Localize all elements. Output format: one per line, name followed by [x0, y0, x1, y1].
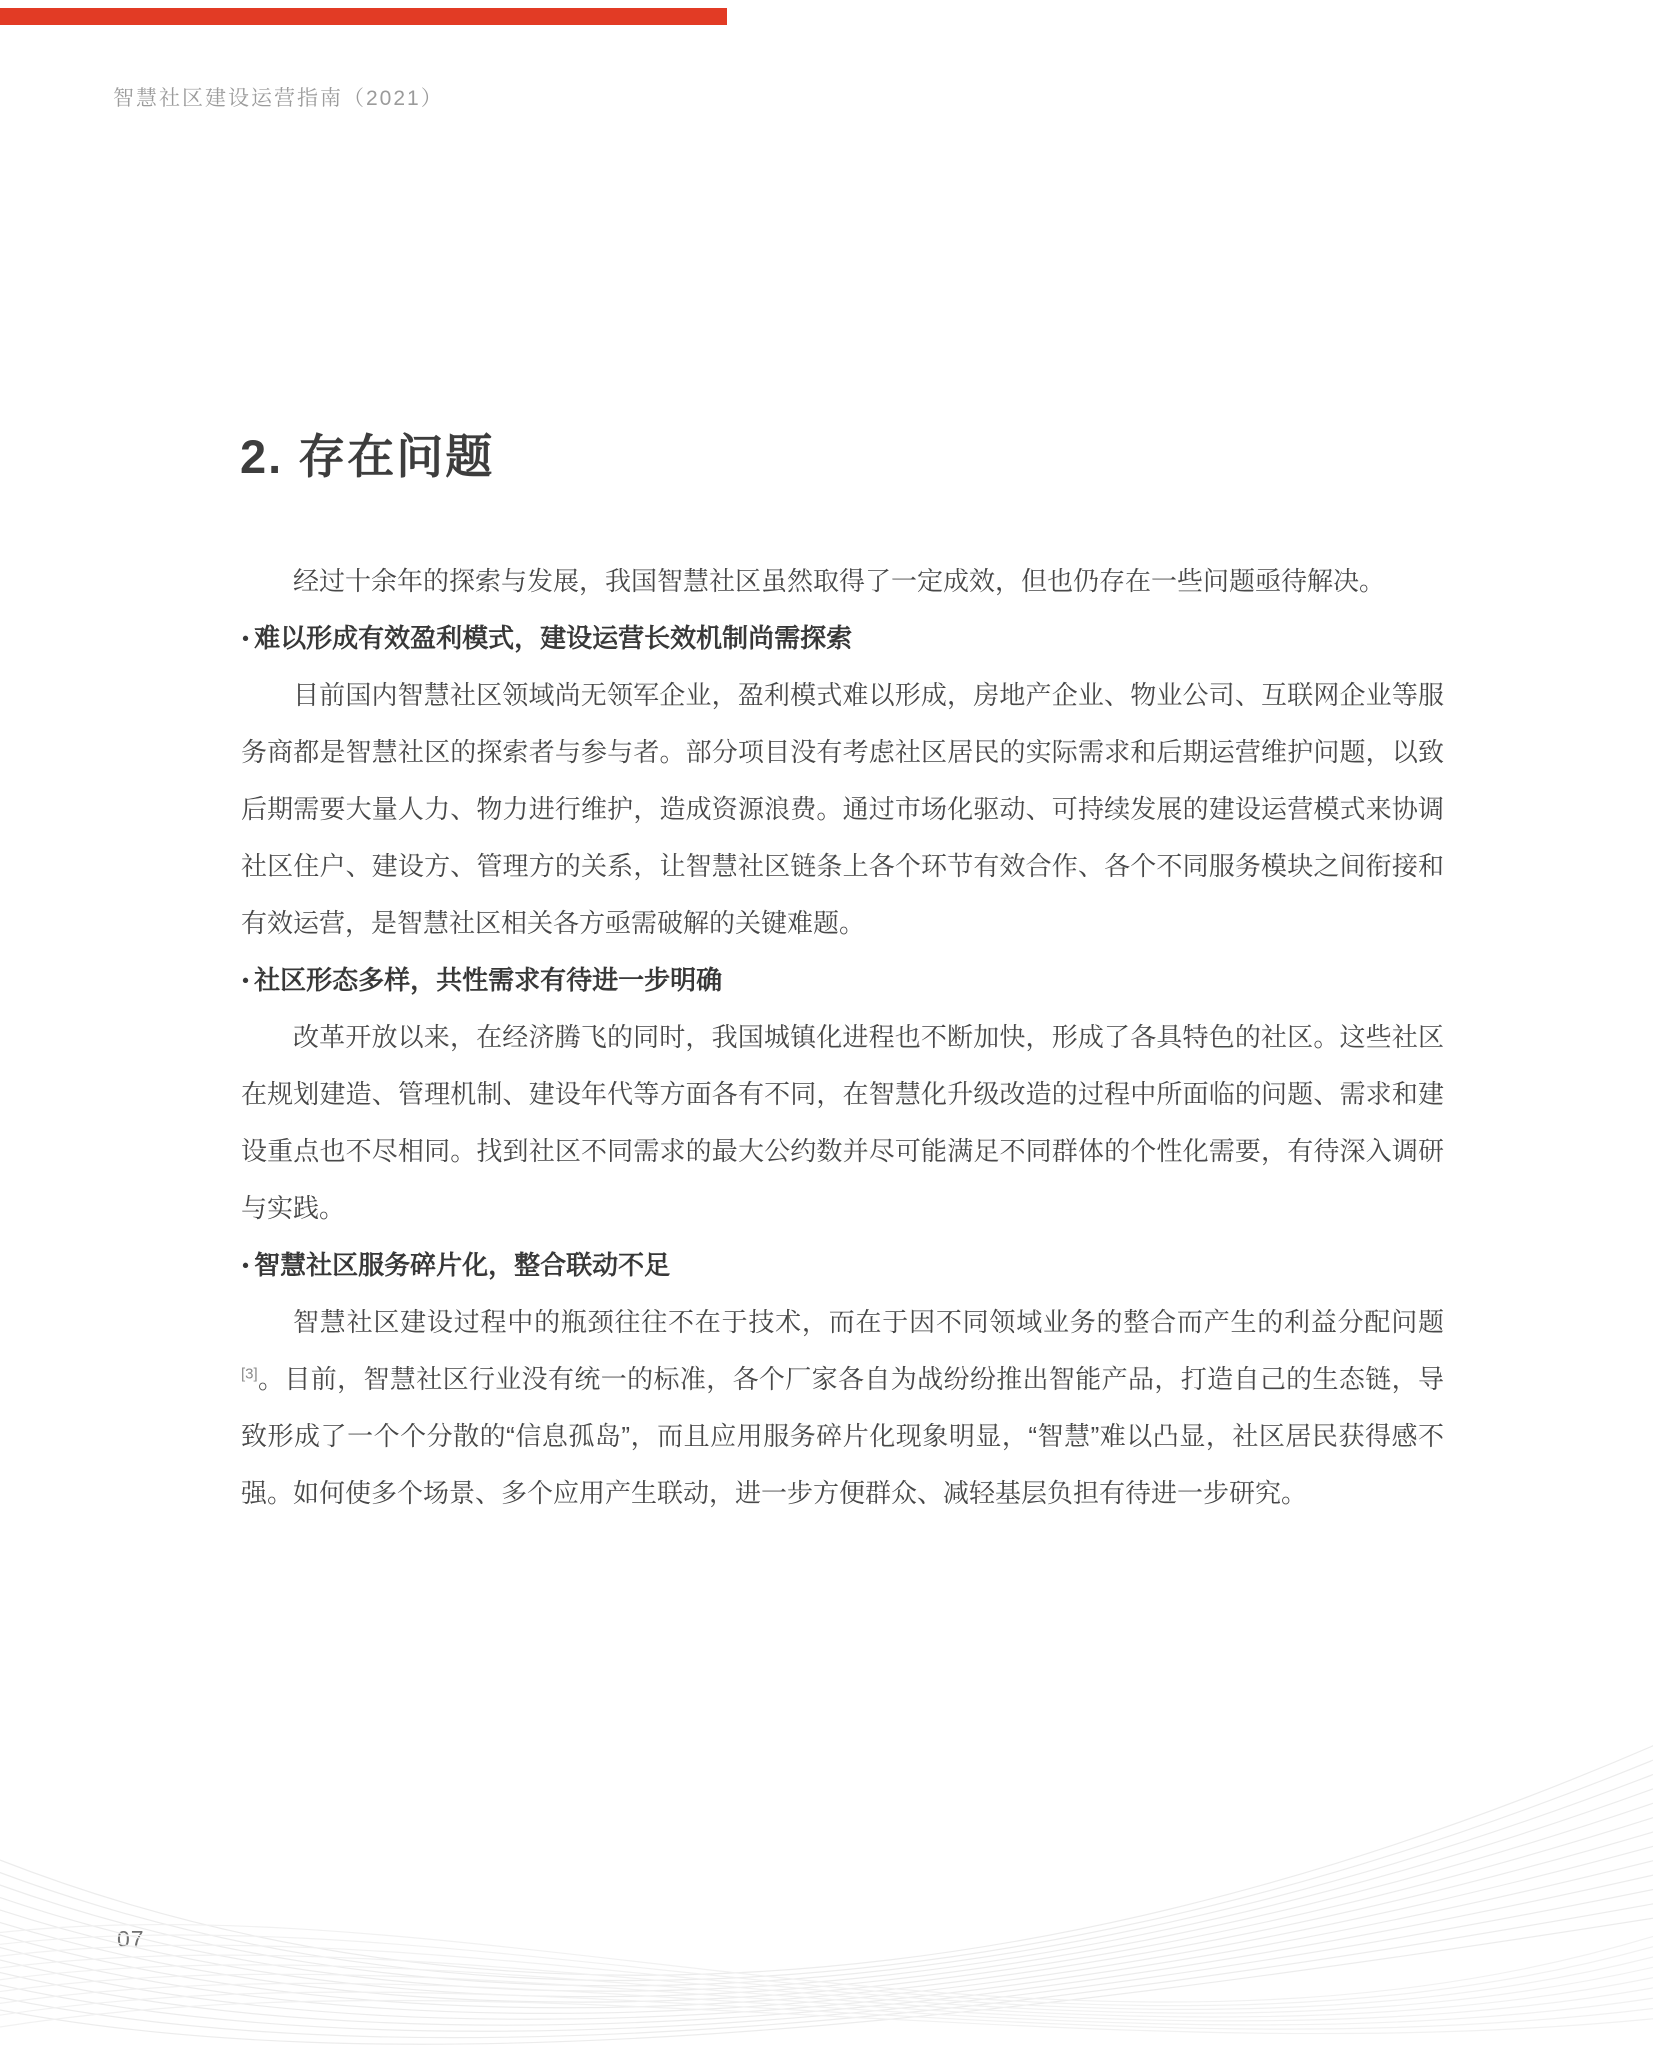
body-text-area [241, 553, 1444, 1522]
wave-line [0, 2000, 1653, 2033]
wave-line [0, 1749, 1653, 1981]
wave-line [0, 1914, 1653, 2044]
bullet-heading-text: 社区形态多样，共性需求有待进一步明确 [254, 965, 723, 995]
wave-line [0, 1983, 1653, 2025]
wave-line [0, 1945, 1653, 2009]
bullet-marker-icon: • [242, 627, 249, 649]
bullet-heading-text: 难以形成有效盈利模式，建设运营长效机制尚需探索 [254, 623, 853, 653]
red-accent-bar [0, 8, 727, 25]
bullet-heading [241, 610, 1444, 667]
wave-line [0, 1839, 1653, 2013]
wave-line [0, 1955, 1653, 2013]
wave-line [0, 1925, 1653, 2002]
paragraph-text: 智慧社区建设过程中的瓶颈往往不在于技术，而在于因不同领域业务的整合而产生的利益分配问题 [293, 1307, 1444, 1337]
wave-line [0, 1869, 1653, 2025]
wave-decoration [0, 1700, 1653, 2046]
wave-line [0, 1884, 1653, 2031]
wave-line [0, 1734, 1653, 1975]
wave-line [0, 1899, 1653, 2038]
paragraph-text: 。目前，智慧社区行业没有统一的标准，各个厂家各自为战纷纷推出智能产品，打造自己的生态链，导致形成了一个个分散的“信息孤岛”，而且应用服务碎片化现象明显，“智慧”难以凸显，社区居民获得感不强。如何使多个场景、多个应用产生联动，进一步方便群众、减轻基层负担有待进一步研究。 [241, 1364, 1444, 1508]
paragraph-text: 改革开放以来，在经济腾飞的同时，我国城镇化进程也不断加快，形成了各具特色的社区。这些社区在规划建造、管理机制、建设年代等方面各有不同，在智慧化升级改造的过程中所面临的问题、需求和建设重点也不尽相同。找到社区不同需求的最大公约数并尽可能满足不同群体的个性化需要，有待深入调研与实践。 [241, 1022, 1444, 1223]
paragraph [241, 553, 1444, 610]
wave-line [0, 1965, 1653, 2017]
page-number: 07 [117, 1926, 145, 1952]
wave-line [0, 1824, 1653, 2008]
wave-line [0, 1854, 1653, 2019]
section-title: 2. 存在问题 [240, 430, 495, 483]
wave-line [0, 1794, 1653, 1997]
footnote-reference: [3] [241, 1365, 258, 1383]
paragraph-text: 经过十余年的探索与发展，我国智慧社区虽然取得了一定成效，但也仍存在一些问题亟待解决。 [293, 566, 1386, 596]
document-header-title: 智慧社区建设运营指南（2021） [113, 87, 444, 110]
wave-line [0, 1935, 1653, 2006]
bullet-heading-text: 智慧社区服务碎片化，整合联动不足 [254, 1250, 671, 1280]
bullet-heading [241, 1237, 1444, 1294]
wave-line [0, 1974, 1653, 2021]
paragraph [241, 667, 1444, 952]
bullet-marker-icon: • [242, 1254, 249, 1276]
bullet-heading [241, 952, 1444, 1009]
paragraph-text: 目前国内智慧社区领域尚无领军企业，盈利模式难以形成，房地产企业、物业公司、互联网企业等服务商都是智慧社区的探索者与参与者。部分项目没有考虑社区居民的实际需求和后期运营维护问题，以致后期需要大量人力、物力进行维护，造成资源浪费。通过市场化驱动、可持续发展的建设运营模式来协调社区住户、建设方、管理方的关系，让智慧社区链条上各个环节有效合作、各个不同服务模块之间衔接和有效运营，是智慧社区相关各方亟需破解的关键难题。 [241, 680, 1444, 938]
paragraph [241, 1009, 1444, 1237]
wave-line [0, 1809, 1653, 2002]
bullet-marker-icon: • [242, 969, 249, 991]
wave-line [0, 1779, 1653, 1991]
wave-line [0, 1992, 1653, 2029]
paragraph [241, 1294, 1444, 1522]
wave-line [0, 1764, 1653, 1986]
